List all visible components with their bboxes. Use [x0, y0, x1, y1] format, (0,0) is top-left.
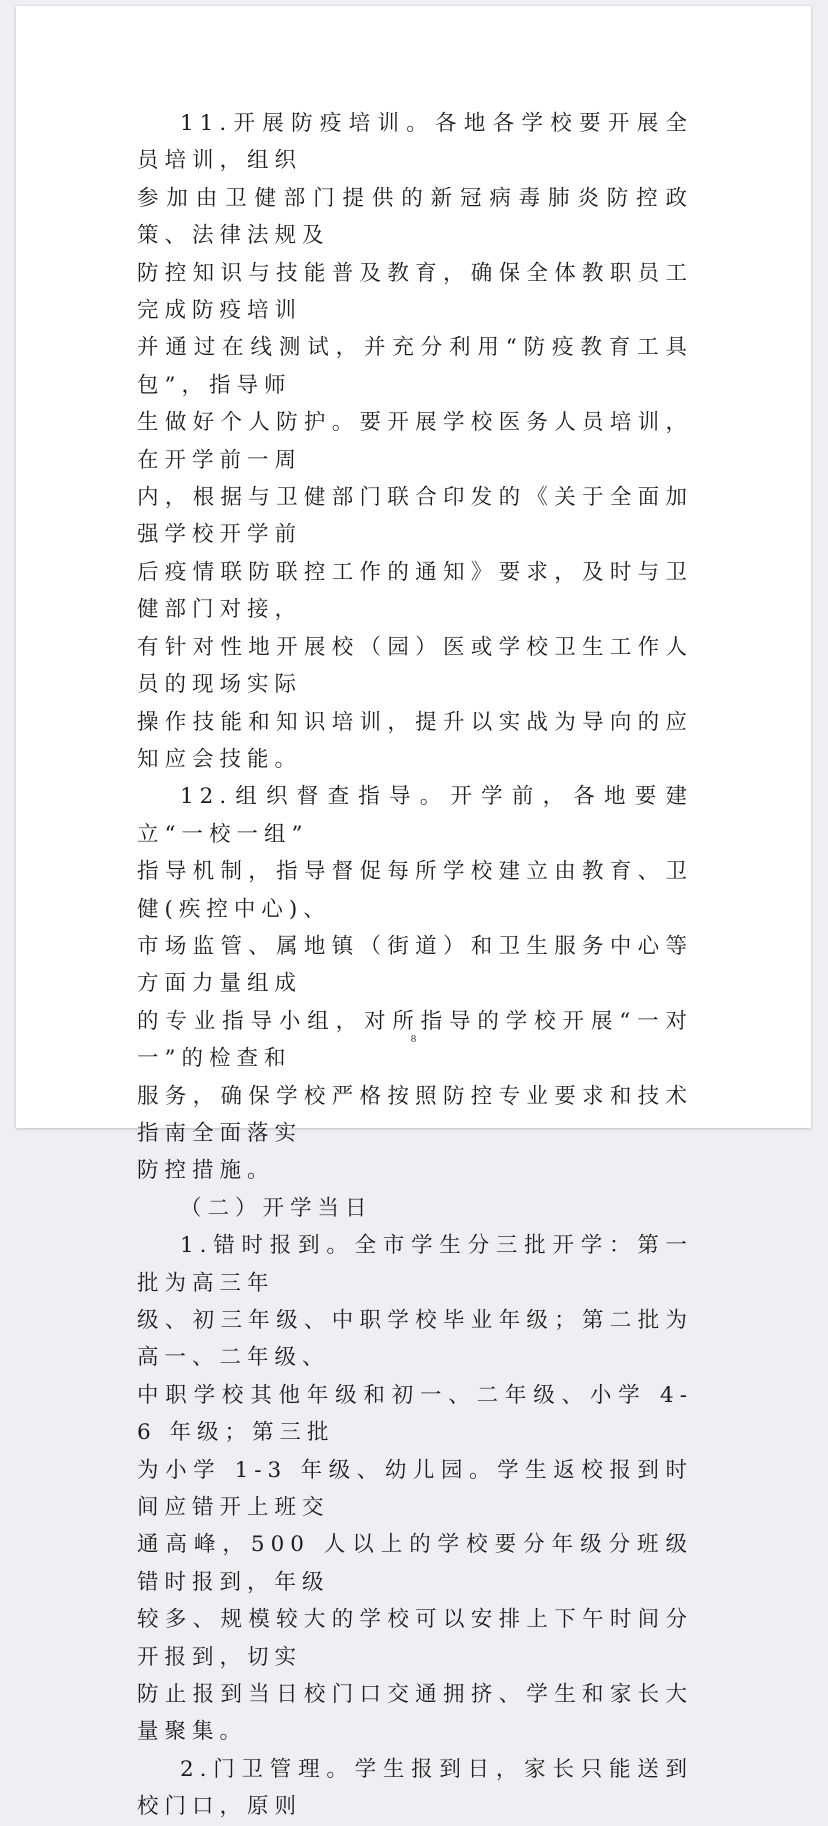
- text-line: 级、初三年级、中职学校毕业年级；第二批为高一、二年级、: [137, 1308, 693, 1371]
- document-body: [137, 105, 693, 1826]
- text-line: 较多、规模较大的学校可以安排上下午时间分开报到，切实: [137, 1607, 693, 1670]
- text-line: 并通过在线测试，并充分利用“防疫教育工具包”，指导师: [137, 335, 693, 398]
- text-line: 防止报到当日校门口交通拥挤、学生和家长大量聚集。: [137, 1682, 693, 1745]
- paragraph-item-2: [137, 1751, 693, 1826]
- text-line: 的专业指导小组，对所指导的学校开展“一对一”的检查和: [137, 1008, 693, 1072]
- text-line: 服务，确保学校严格按照防控专业要求和技术指南全面落实: [137, 1083, 693, 1146]
- document-page: [16, 6, 811, 1820]
- text-line: 防控知识与技能普及教育，确保全体教职员工完成防疫培训: [137, 260, 693, 324]
- text-line: 生做好个人防护。要开展学校医务人员培训，在开学前一周: [137, 410, 693, 473]
- text-line: 后疫情联防联控工作的通知》要求，及时与卫健部门对接，: [137, 559, 693, 623]
- text-line: 内，根据与卫健部门联合印发的《关于全面加强学校开学前: [137, 485, 693, 548]
- text-line: 12.组织督查指导。开学前，各地要建立“一校一组”: [137, 784, 693, 847]
- text-line: 有针对性地开展校（园）医或学校卫生工作人员的现场实际: [137, 634, 693, 698]
- text-line: 操作技能和知识培训，提升以实战为导向的应知应会技能。: [137, 709, 693, 772]
- text-line: 1.错时报到。全市学生分三批开学：第一批为高三年: [137, 1233, 693, 1296]
- text-line: 参加由卫健部门提供的新冠病毒肺炎防控政策、法律法规及: [137, 185, 693, 249]
- text-line: 通高峰，500 人以上的学校要分年级分班级错时报到，年级: [137, 1532, 693, 1595]
- text-line: 中职学校其他年级和初一、二年级、小学 4-6 年级；第三批: [137, 1382, 693, 1446]
- paragraph-item-1: [137, 1227, 693, 1751]
- text-line: 防控措施。: [137, 1158, 275, 1184]
- text-line: 指导机制，指导督促每所学校建立由教育、卫健(疾控中心)、: [137, 859, 693, 922]
- paragraph-item-11: [137, 105, 693, 778]
- text-line: 为小学 1-3 年级、幼儿园。学生返校报到时间应错开上班交: [137, 1457, 693, 1521]
- text-line: 2.门卫管理。学生报到日，家长只能送到校门口，原则: [137, 1756, 693, 1820]
- page-number: 8: [410, 1033, 417, 1045]
- text-line: 市场监管、属地镇（街道）和卫生服务中心等方面力量组成: [137, 933, 693, 997]
- text-line: 11.开展防疫培训。各地各学校要开展全员培训，组织: [137, 111, 693, 174]
- section-heading: （二）开学当日: [180, 1195, 373, 1221]
- paragraph-item-12: [137, 778, 693, 1189]
